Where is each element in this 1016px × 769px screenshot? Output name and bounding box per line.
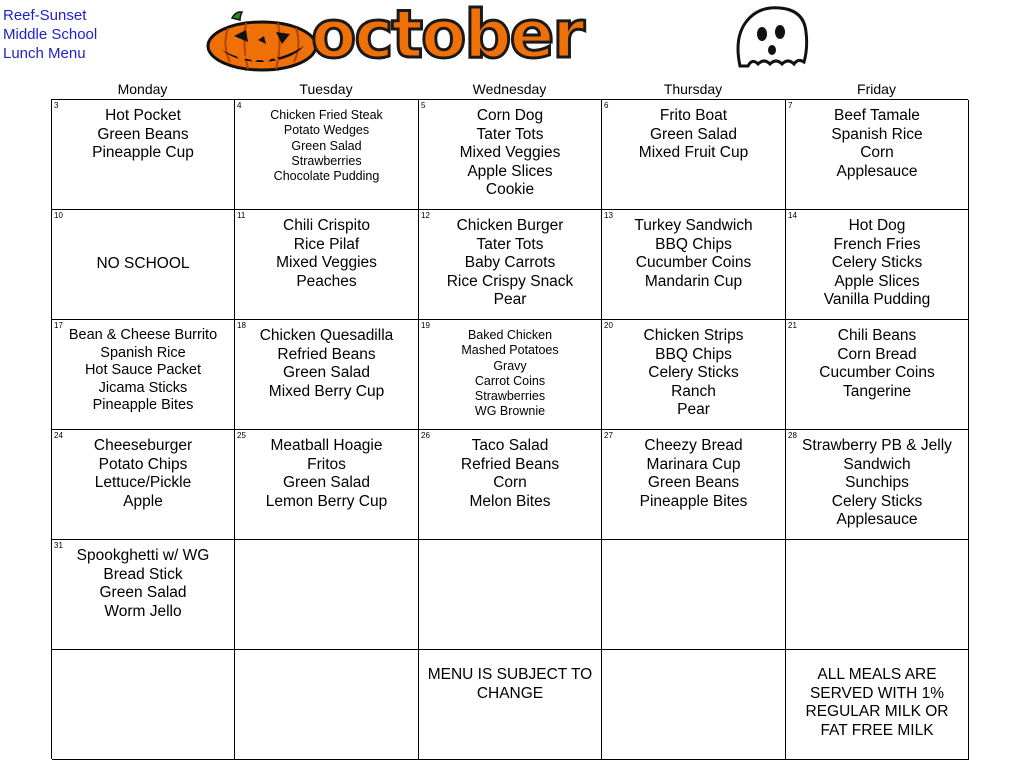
date-number: 5 [421, 101, 426, 110]
menu-item: Mashed Potatoes [461, 343, 559, 358]
menu-item-list [786, 540, 968, 547]
menu-item: Celery Sticks [648, 364, 739, 381]
menu-item: Celery Sticks [831, 254, 923, 271]
menu-item-list [786, 430, 968, 530]
date-number: 3 [54, 101, 59, 110]
date-number: 31 [54, 541, 63, 550]
menu-item: Rice Crispy Snack [446, 272, 574, 290]
day-cell [419, 100, 602, 210]
note-line: REGULAR MILK OR [805, 703, 949, 720]
date-number: 26 [421, 431, 430, 440]
day-cell [235, 430, 419, 540]
menu-item: Chili Crispito [283, 217, 370, 234]
menu-item: Tangerine [842, 382, 912, 400]
menu-item: Spanish Rice [100, 344, 186, 361]
menu-item: Pineapple Bites [639, 492, 748, 510]
menu-item: Refried Beans [460, 455, 560, 473]
menu-item: Chicken Fried Steak [270, 108, 383, 122]
menu-item: BBQ Chips [655, 235, 732, 253]
menu-item: Gravy [493, 358, 527, 373]
menu-item: Green Beans [97, 125, 189, 143]
date-number: 21 [788, 321, 797, 330]
menu-item-list [602, 320, 785, 420]
menu-item: Hot Dog [848, 217, 906, 234]
menu-calendar-grid [51, 99, 968, 759]
menu-item: Spanish Rice [831, 125, 923, 143]
date-number: 28 [788, 431, 797, 440]
menu-item: Apple [123, 492, 163, 510]
menu-item: Strawberries [291, 153, 362, 168]
day-cell [52, 210, 235, 320]
menu-item-list [419, 430, 601, 511]
menu-item: Applesauce [836, 511, 918, 528]
school-name-line: Lunch Menu [3, 45, 86, 62]
note-text [786, 650, 968, 740]
menu-item-list [419, 210, 601, 310]
menu-item: Chicken Strips [643, 327, 744, 344]
menu-item: Strawberry PB & Jelly [802, 437, 952, 454]
day-cell [419, 430, 602, 540]
menu-item-list [602, 100, 785, 163]
month-banner [206, 0, 814, 73]
menu-item: Chicken Quesadilla [259, 327, 394, 344]
date-number: 12 [421, 211, 430, 220]
pumpkin-icon [206, 10, 324, 72]
menu-item: Peaches [296, 272, 357, 290]
menu-item-list [786, 320, 968, 401]
menu-item-list [52, 100, 234, 163]
menu-item: Baked Chicken [467, 328, 553, 342]
menu-item: Green Salad [282, 474, 371, 491]
menu-item: Lettuce/Pickle [94, 474, 192, 491]
menu-item: Cucumber Coins [819, 364, 935, 381]
date-number: 17 [54, 321, 63, 330]
menu-item: Vanilla Pudding [823, 291, 931, 308]
menu-item: WG Brownie [474, 404, 546, 419]
menu-item: Spookghetti w/ WG [76, 547, 210, 564]
note-cell [602, 650, 786, 760]
menu-item-list [419, 100, 601, 200]
menu-item: Celery Sticks [831, 492, 923, 510]
note-text [52, 650, 234, 666]
menu-item-list [52, 430, 234, 511]
date-number: 20 [604, 321, 613, 330]
menu-item: Jicama Sticks [98, 379, 188, 396]
menu-item-list [52, 320, 234, 415]
note-line: SERVED WITH 1% [809, 684, 945, 702]
day-cell [602, 100, 786, 210]
date-number: 27 [604, 431, 613, 440]
day-cell [786, 210, 969, 320]
menu-item: Chocolate Pudding [273, 169, 380, 184]
note-cell [786, 650, 969, 760]
menu-item-list [52, 540, 234, 621]
date-number: 25 [237, 431, 246, 440]
menu-item: Mixed Berry Cup [268, 382, 385, 400]
note-cell [419, 650, 602, 760]
menu-item: Refried Beans [277, 345, 376, 363]
note-line: ALL MEALS ARE [817, 666, 937, 683]
month-title: october [311, 0, 583, 73]
note-line: FAT FREE MILK [820, 721, 934, 739]
menu-item: Sunchips [845, 474, 909, 491]
menu-item-list [602, 430, 785, 511]
menu-item: Corn Dog [476, 107, 544, 124]
menu-item: Green Salad [291, 138, 362, 153]
menu-item-list [419, 320, 601, 420]
day-cell [602, 320, 786, 430]
school-name-line: Middle School [3, 26, 98, 43]
menu-item: Potato Wedges [283, 123, 370, 138]
date-number: 7 [788, 101, 793, 110]
menu-item: Marinara Cup [646, 455, 741, 473]
day-cell [235, 320, 419, 430]
menu-item: Carrot Coins [474, 373, 546, 388]
menu-item: Pear [493, 291, 527, 308]
menu-item: Apple Slices [834, 272, 920, 290]
day-cell [786, 100, 969, 210]
menu-item: Worm Jello [104, 602, 182, 620]
menu-item: Chili Beans [837, 327, 917, 344]
menu-item-list [602, 540, 785, 547]
date-number: 4 [237, 101, 242, 110]
menu-item-list [52, 210, 234, 319]
menu-item: Mixed Veggies [459, 144, 561, 161]
date-number: 19 [421, 321, 430, 330]
note-cell [52, 650, 235, 760]
menu-item: Meatball Hoagie [270, 437, 383, 454]
note-line: CHANGE [476, 684, 544, 702]
menu-item: Hot Pocket [105, 107, 181, 124]
day-header-monday: Monday [117, 81, 168, 97]
menu-item: Corn [860, 144, 894, 161]
day-cell [52, 430, 235, 540]
date-number: 13 [604, 211, 613, 220]
menu-item: Corn Bread [837, 345, 917, 363]
menu-item-list [419, 540, 601, 547]
menu-item: Melon Bites [469, 492, 551, 510]
menu-item: Fritos [307, 455, 346, 473]
menu-item: Cheezy Bread [644, 437, 743, 454]
menu-item: Mixed Veggies [276, 254, 377, 271]
menu-item: Bean & Cheese Burrito [68, 327, 218, 343]
note-text [235, 650, 418, 666]
menu-item: Cookie [485, 181, 535, 198]
day-header-friday: Friday [857, 81, 896, 97]
menu-item: NO SCHOOL [96, 255, 190, 273]
menu-item-list [602, 210, 785, 291]
menu-item-list [235, 100, 418, 184]
menu-item: Green Salad [99, 584, 187, 601]
day-cell [786, 430, 969, 540]
day-cell [52, 320, 235, 430]
menu-item: Ranch [671, 382, 716, 400]
menu-item: Green Beans [647, 474, 740, 491]
menu-item: Chicken Burger [456, 217, 564, 234]
menu-item: Green Salad [282, 364, 371, 381]
menu-item: Potato Chips [98, 455, 188, 473]
note-text [419, 650, 601, 703]
menu-item: Lemon Berry Cup [265, 492, 388, 510]
menu-item: Beef Tamale [834, 107, 920, 124]
menu-item: Mixed Fruit Cup [638, 144, 749, 161]
weekday-header [51, 80, 968, 99]
day-cell [419, 540, 602, 650]
day-cell [235, 210, 419, 320]
menu-item: Corn [493, 474, 527, 491]
day-cell [419, 210, 602, 320]
menu-item: Bread Stick [103, 565, 183, 583]
menu-item-list [786, 210, 968, 310]
day-cell [235, 540, 419, 650]
ghost-icon [722, 4, 814, 74]
day-header-tuesday: Tuesday [299, 81, 353, 97]
menu-item-list [786, 100, 968, 181]
menu-item: BBQ Chips [655, 345, 732, 363]
day-cell [52, 540, 235, 650]
date-number: 24 [54, 431, 63, 440]
day-cell [419, 320, 602, 430]
date-number: 10 [54, 211, 63, 220]
menu-item: Hot Sauce Packet [84, 362, 202, 378]
menu-item: Cucumber Coins [635, 254, 752, 271]
menu-item: Applesauce [836, 162, 918, 180]
menu-item: Taco Salad [471, 437, 549, 454]
menu-item: Green Salad [649, 125, 738, 143]
menu-item-list [235, 210, 418, 291]
date-number: 14 [788, 211, 797, 220]
note-text [602, 650, 785, 666]
menu-item: Pineapple Bites [92, 397, 194, 413]
menu-item: Strawberries [474, 389, 546, 404]
menu-item: Baby Carrots [464, 254, 556, 271]
menu-item: Pear [677, 401, 710, 418]
day-cell [602, 540, 786, 650]
menu-item: Rice Pilaf [293, 235, 360, 253]
menu-item: Apple Slices [467, 162, 553, 180]
menu-item: Sandwich [843, 455, 911, 473]
menu-item: Tater Tots [476, 125, 544, 143]
menu-item: Turkey Sandwich [634, 217, 753, 234]
day-header-wednesday: Wednesday [472, 81, 547, 97]
menu-item: Mandarin Cup [644, 272, 743, 290]
date-number: 11 [237, 211, 246, 220]
day-cell [786, 540, 969, 650]
menu-item-list [235, 540, 418, 547]
day-cell [602, 210, 786, 320]
menu-item: French Fries [833, 235, 921, 253]
date-number: 18 [237, 321, 246, 330]
menu-item: Frito Boat [659, 107, 728, 124]
menu-item: Cheeseburger [93, 437, 193, 454]
day-cell [786, 320, 969, 430]
menu-item-list [235, 430, 418, 511]
school-name-line: Reef-Sunset [3, 7, 87, 24]
menu-item: Tater Tots [476, 235, 544, 253]
day-cell [52, 100, 235, 210]
day-cell [602, 430, 786, 540]
menu-item: Pineapple Cup [92, 144, 194, 161]
day-header-thursday: Thursday [663, 81, 723, 97]
note-cell [235, 650, 419, 760]
menu-item-list [235, 320, 418, 401]
school-name [3, 6, 97, 63]
day-cell [235, 100, 419, 210]
note-line: MENU IS SUBJECT TO [427, 666, 593, 683]
date-number: 6 [604, 101, 609, 110]
